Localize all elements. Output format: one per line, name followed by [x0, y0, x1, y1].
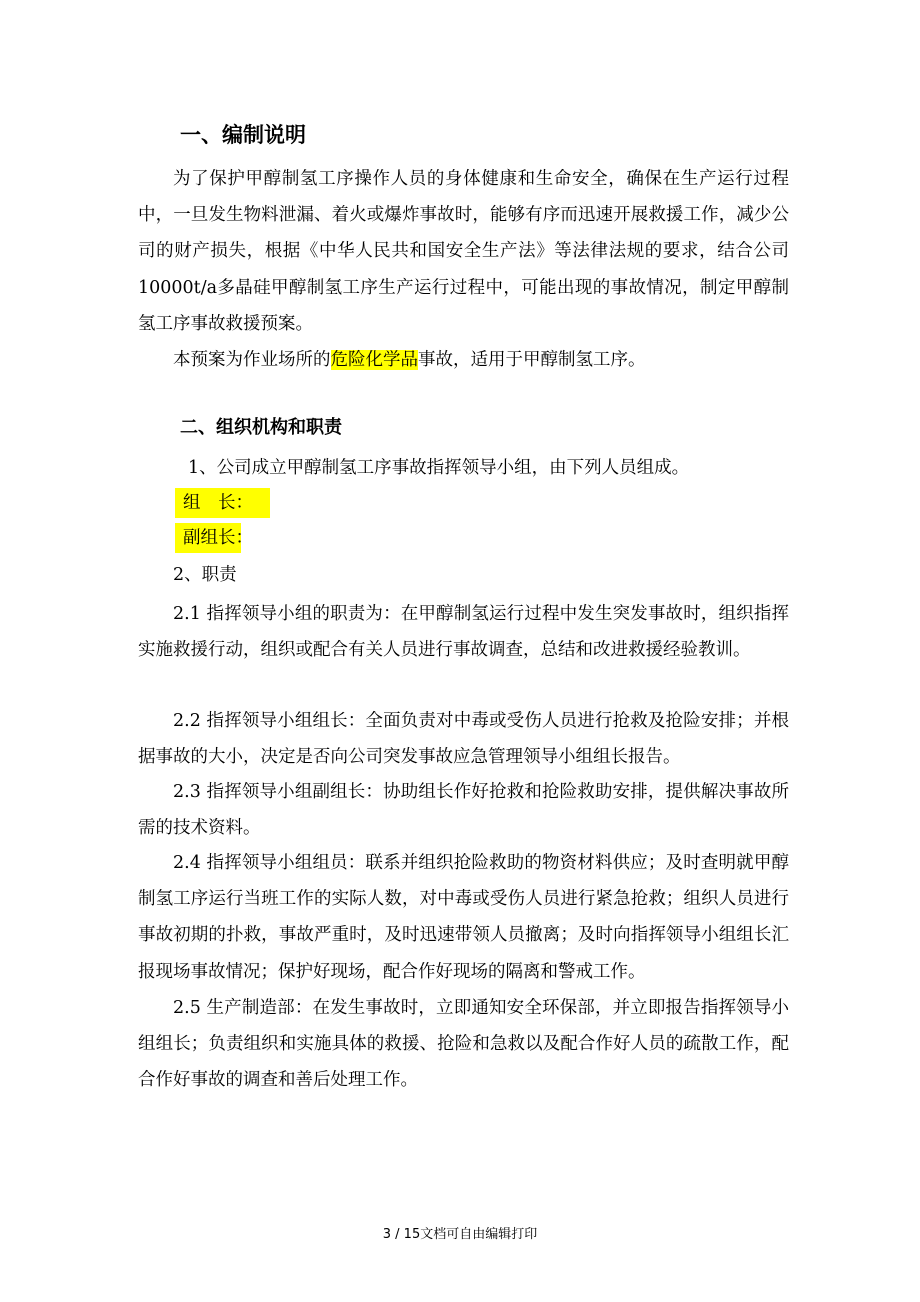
duty-2-2: 2.2 指挥领导小组组长：全面负责对中毒或受伤人员进行抢救及抢险安排；并根据事故的大小，决定是否向公司突发事故应急管理领导小组组长报告。: [138, 711, 789, 768]
highlighted-term: 危险化学品: [330, 350, 418, 370]
section-heading-2: 二、组织机构和职责: [180, 417, 342, 438]
scope-text-before: 本预案为作业场所的: [173, 350, 331, 370]
item-1-organization: 1、公司成立甲醇制氢工序事故指挥领导小组，由下列人员组成。: [188, 458, 690, 478]
paragraph-purpose: 为了保护甲醇制氢工序操作人员的身体健康和生命安全，确保在生产运行过程中，一旦发生物料泄漏、着火或爆炸事故时，能够有序而迅速开展救援工作，减少公司的财产损失，根据《中华人民共和国安全生产法》等法律法规的要求，结合公司10000t/a多晶硅甲醇制氢工序生产运行过程中，可能出现的事故情况，制定甲醇制氢工序事故救援预案。: [138, 169, 789, 334]
duty-2-5: 2.5 生产制造部：在发生事故时，立即通知安全环保部，并立即报告指挥领导小组组长；负责组织和实施具体的救援、抢险和急救以及配合作好人员的疏散工作，配合作好事故的调查和善后处理工作。: [138, 998, 789, 1091]
deputy-leader-label: 副组长：: [175, 523, 241, 553]
section-heading-1: 一、编制说明: [180, 123, 306, 147]
leader-label: 组 长：: [175, 488, 270, 518]
scope-text-after: 事故，适用于甲醇制氢工序。: [418, 350, 646, 370]
duty-2-1: 2.1 指挥领导小组的职责为：在甲醇制氢运行过程中发生突发事故时，组织指挥实施救援行动，组织或配合有关人员进行事故调查，总结和改进救援经验教训。: [138, 604, 789, 661]
item-2-duties: 2、职责: [173, 565, 237, 585]
duty-2-3: 2.3 指挥领导小组副组长：协助组长作好抢救和抢险救助安排，提供解决事故所需的技术资料。: [138, 782, 789, 839]
paragraph-scope: [138, 342, 789, 378]
page-footer: 3 / 15文档可自由编辑打印: [382, 1227, 538, 1242]
duty-2-4: 2.4 指挥领导小组组员：联系并组织抢险救助的物资材料供应；及时查明就甲醇制氢工序运行当班工作的实际人数，对中毒或受伤人员进行紧急抢救；组织人员进行事故初期的扑救，事故严重时，及时迅速带领人员撤离；及时向指挥领导小组组长汇报现场事故情况；保护好现场，配合作好现场的隔离和警戒工作。: [138, 853, 789, 982]
